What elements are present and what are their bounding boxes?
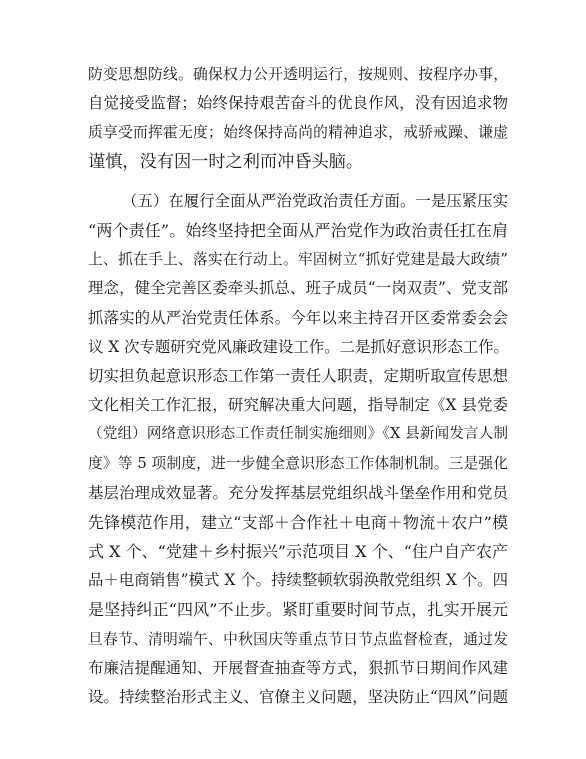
text-line: 谨慎，没有因一时之利而冲昏头脑。 bbox=[88, 151, 364, 172]
paragraph-2 bbox=[88, 187, 508, 712]
paragraph-1 bbox=[88, 60, 508, 177]
text-line: 布廉洁提醒通知、开展督查抽查等方式，狠抓节日期间作风建 bbox=[88, 658, 508, 677]
text-line: 自觉接受监督；始终保持艰苦奋斗的优良作风，没有因追求物 bbox=[88, 94, 508, 113]
text-line: 基层治理成效显著。充分发挥基层党组织战斗堡垒作用和党员 bbox=[88, 483, 508, 502]
text-line: 先锋模范作用，建立“支部＋合作社＋电商＋物流＋农户”模 bbox=[88, 512, 508, 532]
text-line: 文化相关工作汇报，研究解决重大问题，指导制定《X 县党委 bbox=[88, 396, 508, 415]
text-line: 质享受而挥霍无度；始终保持高尚的精神追求，戒骄戒躁、谦虚 bbox=[88, 124, 508, 142]
text-line: 防变思想防线。确保权力公开透明运行，按规则、按程序办事， bbox=[88, 66, 508, 83]
text-line: 设。持续整治形式主义、官僚主义问题，坚决防止“四风”问题 bbox=[88, 687, 508, 706]
text-line: 切实担负起意识形态工作第一责任人职责，定期听取宣传思想 bbox=[88, 366, 508, 385]
text-line: （五）在履行全面从严治党政治责任方面。一是压紧压实 bbox=[122, 191, 508, 210]
text-line: “两个责任”。始终坚持把全面从严治党作为政治责任扛在肩 bbox=[88, 220, 508, 240]
text-line: 抓落实的从严治党责任体系。今年以来主持召开区委常委会会 bbox=[88, 308, 508, 327]
text-line: 度》等 5 项制度，进一步健全意识形态工作体制机制。三是强化 bbox=[88, 455, 508, 473]
text-line: 理念，健全完善区委牵头抓总、班子成员“一岗双责”、党支部 bbox=[88, 279, 508, 298]
text-line: 品＋电商销售”模式 X 个。持续整顿软弱涣散党组织 X 个。四 bbox=[88, 571, 508, 590]
text-line: 旦春节、清明端午、中秋国庆等重点节日节点监督检查，通过发 bbox=[88, 630, 508, 648]
text-line: 式 X 个、“党建＋乡村振兴”示范项目 X 个、“住户自产农产 bbox=[88, 542, 508, 561]
document-body bbox=[88, 60, 508, 712]
text-line: 议 X 次专题研究党风廉政建设工作。二是抓好意识形态工作。 bbox=[88, 337, 509, 356]
paragraph-spacer bbox=[88, 177, 508, 187]
text-line: 上、抓在手上、落实在行动上。牢固树立“抓好党建是最大政绩” bbox=[88, 251, 508, 269]
text-line: （党组）网络意识形态工作责任制实施细则》《X 县新闻发言人制 bbox=[88, 426, 508, 443]
text-line: 是坚持纠正“四风”不止步。紧盯重要时间节点，扎实开展元 bbox=[88, 600, 508, 620]
